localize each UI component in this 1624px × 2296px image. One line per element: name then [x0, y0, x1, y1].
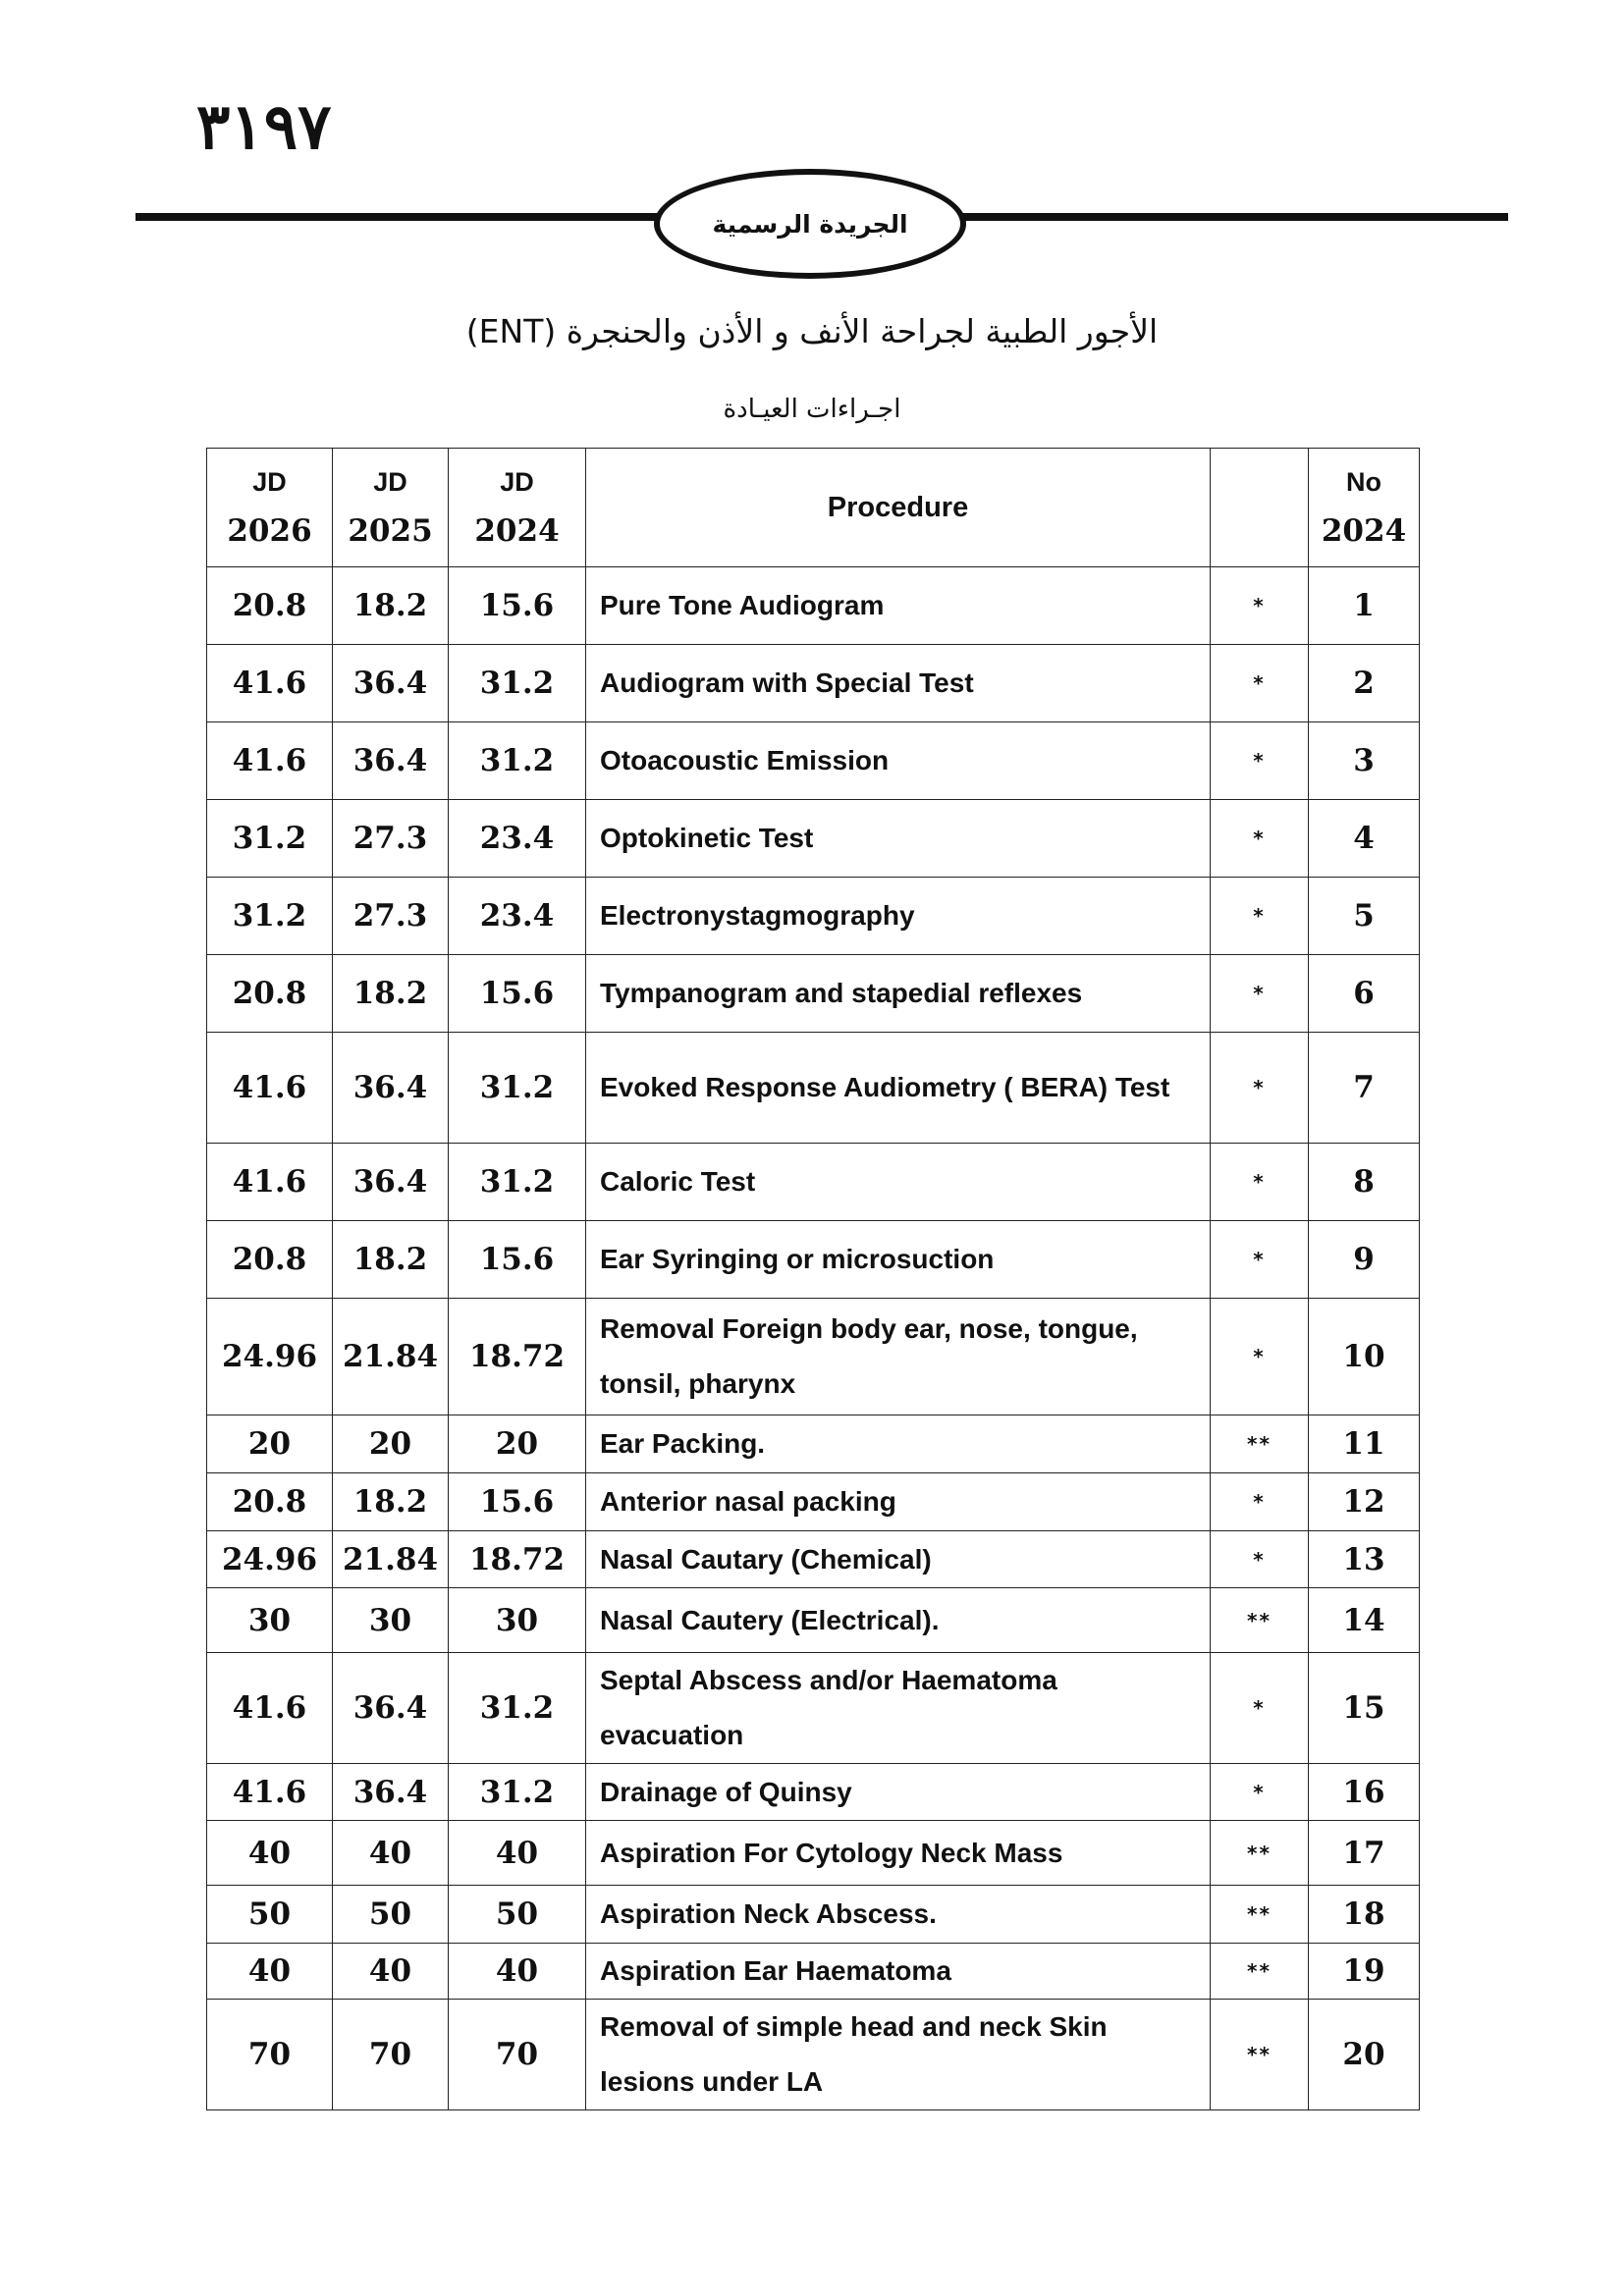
header-mark — [1211, 449, 1309, 567]
cell-no: 5 — [1309, 878, 1420, 955]
cell-no: 19 — [1309, 1944, 1420, 2000]
cell-procedure: Otoacoustic Emission — [586, 722, 1211, 800]
cell-no: 9 — [1309, 1221, 1420, 1299]
cell-no: 14 — [1309, 1588, 1420, 1653]
header-jd-2026 — [207, 449, 333, 567]
cell-no: 1 — [1309, 567, 1420, 645]
table-row — [207, 878, 1420, 955]
cell-jd-2024: 18.72 — [449, 1531, 586, 1588]
header-no — [1309, 449, 1420, 567]
cell-jd-2025: 50 — [333, 1886, 449, 1944]
cell-jd-2024: 15.6 — [449, 955, 586, 1033]
cell-no: 2 — [1309, 645, 1420, 722]
cell-mark: * — [1211, 1221, 1309, 1299]
cell-jd-2026: 40 — [207, 1821, 333, 1886]
table-row — [207, 1221, 1420, 1299]
cell-mark: ** — [1211, 2000, 1309, 2110]
cell-mark: * — [1211, 1144, 1309, 1221]
cell-jd-2024: 15.6 — [449, 1473, 586, 1531]
cell-mark: * — [1211, 1473, 1309, 1531]
cell-jd-2026: 41.6 — [207, 722, 333, 800]
cell-jd-2025: 36.4 — [333, 645, 449, 722]
cell-no: 16 — [1309, 1764, 1420, 1821]
cell-jd-2025: 30 — [333, 1588, 449, 1653]
gazette-name: الجريدة الرسمية — [712, 209, 908, 239]
table-body — [207, 567, 1420, 2110]
table-row — [207, 1473, 1420, 1531]
cell-mark: ** — [1211, 1944, 1309, 2000]
table-row — [207, 1299, 1420, 1415]
table-row — [207, 800, 1420, 878]
page-number: ٣١٩٧ — [196, 90, 332, 164]
cell-jd-2025: 21.84 — [333, 1299, 449, 1415]
cell-procedure: Aspiration Ear Haematoma — [586, 1944, 1211, 2000]
cell-jd-2024: 31.2 — [449, 1653, 586, 1764]
cell-jd-2024: 30 — [449, 1588, 586, 1653]
cell-jd-2026: 20 — [207, 1415, 333, 1473]
cell-jd-2024: 31.2 — [449, 1764, 586, 1821]
cell-no: 12 — [1309, 1473, 1420, 1531]
cell-mark: * — [1211, 1531, 1309, 1588]
header-year: 2026 — [227, 512, 312, 549]
cell-no: 10 — [1309, 1299, 1420, 1415]
cell-jd-2025: 36.4 — [333, 1653, 449, 1764]
cell-mark: * — [1211, 567, 1309, 645]
cell-jd-2026: 41.6 — [207, 1033, 333, 1144]
cell-jd-2025: 18.2 — [333, 955, 449, 1033]
header-jd-2024 — [449, 449, 586, 567]
cell-jd-2025: 36.4 — [333, 1033, 449, 1144]
cell-jd-2026: 41.6 — [207, 1764, 333, 1821]
cell-mark: * — [1211, 878, 1309, 955]
cell-jd-2026: 30 — [207, 1588, 333, 1653]
table-row — [207, 1415, 1420, 1473]
table-row — [207, 645, 1420, 722]
table-row — [207, 1653, 1420, 1764]
cell-procedure: Evoked Response Audiometry ( BERA) Test — [586, 1033, 1211, 1144]
cell-jd-2024: 31.2 — [449, 1144, 586, 1221]
cell-no: 20 — [1309, 2000, 1420, 2110]
cell-mark: * — [1211, 1299, 1309, 1415]
cell-mark: * — [1211, 645, 1309, 722]
cell-jd-2025: 18.2 — [333, 567, 449, 645]
cell-jd-2025: 18.2 — [333, 1473, 449, 1531]
cell-jd-2025: 27.3 — [333, 878, 449, 955]
cell-jd-2025: 40 — [333, 1944, 449, 2000]
header-no-label: No — [1346, 466, 1381, 497]
cell-jd-2026: 20.8 — [207, 955, 333, 1033]
cell-jd-2024: 50 — [449, 1886, 586, 1944]
cell-procedure: Septal Abscess and/or Haematoma evacuation — [586, 1653, 1211, 1764]
gazette-name-badge — [654, 169, 966, 279]
table-row — [207, 1144, 1420, 1221]
cell-jd-2024: 40 — [449, 1944, 586, 2000]
header-procedure-label: Procedure — [827, 491, 969, 523]
cell-jd-2024: 15.6 — [449, 567, 586, 645]
cell-jd-2024: 23.4 — [449, 800, 586, 878]
cell-jd-2024: 20 — [449, 1415, 586, 1473]
table-row — [207, 1033, 1420, 1144]
cell-jd-2026: 41.6 — [207, 645, 333, 722]
cell-mark: ** — [1211, 1821, 1309, 1886]
header-procedure — [586, 449, 1211, 567]
cell-jd-2026: 24.96 — [207, 1531, 333, 1588]
cell-jd-2026: 20.8 — [207, 1221, 333, 1299]
cell-jd-2026: 50 — [207, 1886, 333, 1944]
cell-procedure: Anterior nasal packing — [586, 1473, 1211, 1531]
cell-jd-2026: 70 — [207, 2000, 333, 2110]
cell-jd-2024: 15.6 — [449, 1221, 586, 1299]
cell-procedure: Nasal Cautery (Electrical). — [586, 1588, 1211, 1653]
cell-no: 18 — [1309, 1886, 1420, 1944]
cell-mark: ** — [1211, 1415, 1309, 1473]
cell-procedure: Aspiration For Cytology Neck Mass — [586, 1821, 1211, 1886]
cell-jd-2026: 20.8 — [207, 567, 333, 645]
cell-jd-2024: 23.4 — [449, 878, 586, 955]
cell-procedure: Electronystagmography — [586, 878, 1211, 955]
header-jd-label: JD — [500, 466, 534, 497]
cell-procedure: Caloric Test — [586, 1144, 1211, 1221]
table-row — [207, 955, 1420, 1033]
header-jd-label: JD — [252, 466, 287, 497]
cell-jd-2025: 18.2 — [333, 1221, 449, 1299]
cell-no: 13 — [1309, 1531, 1420, 1588]
cell-mark: * — [1211, 1764, 1309, 1821]
cell-procedure: Drainage of Quinsy — [586, 1764, 1211, 1821]
cell-no: 3 — [1309, 722, 1420, 800]
cell-jd-2024: 18.72 — [449, 1299, 586, 1415]
cell-jd-2024: 31.2 — [449, 722, 586, 800]
cell-jd-2024: 40 — [449, 1821, 586, 1886]
table-row — [207, 722, 1420, 800]
cell-jd-2024: 31.2 — [449, 1033, 586, 1144]
cell-jd-2025: 20 — [333, 1415, 449, 1473]
cell-mark: * — [1211, 1653, 1309, 1764]
cell-mark: * — [1211, 722, 1309, 800]
cell-jd-2026: 20.8 — [207, 1473, 333, 1531]
header-jd-2025 — [333, 449, 449, 567]
cell-no: 11 — [1309, 1415, 1420, 1473]
cell-procedure: Tympanogram and stapedial reflexes — [586, 955, 1211, 1033]
cell-no: 15 — [1309, 1653, 1420, 1764]
cell-no: 6 — [1309, 955, 1420, 1033]
table-row — [207, 1764, 1420, 1821]
cell-no: 8 — [1309, 1144, 1420, 1221]
cell-jd-2025: 27.3 — [333, 800, 449, 878]
fee-table — [206, 448, 1420, 2110]
cell-jd-2025: 40 — [333, 1821, 449, 1886]
table-row — [207, 1821, 1420, 1886]
table-row — [207, 567, 1420, 645]
cell-jd-2025: 70 — [333, 2000, 449, 2110]
cell-mark: * — [1211, 955, 1309, 1033]
cell-jd-2026: 31.2 — [207, 800, 333, 878]
header-year: 2024 — [474, 512, 560, 549]
cell-jd-2026: 40 — [207, 1944, 333, 2000]
cell-jd-2026: 31.2 — [207, 878, 333, 955]
cell-no: 7 — [1309, 1033, 1420, 1144]
cell-no: 17 — [1309, 1821, 1420, 1886]
cell-procedure: Audiogram with Special Test — [586, 645, 1211, 722]
cell-no: 4 — [1309, 800, 1420, 878]
header-year: 2025 — [348, 512, 433, 549]
cell-mark: ** — [1211, 1588, 1309, 1653]
cell-mark: ** — [1211, 1886, 1309, 1944]
table-row — [207, 2000, 1420, 2110]
cell-procedure: Aspiration Neck Abscess. — [586, 1886, 1211, 1944]
cell-jd-2026: 41.6 — [207, 1144, 333, 1221]
cell-procedure: Nasal Cautary (Chemical) — [586, 1531, 1211, 1588]
table-row — [207, 1886, 1420, 1944]
cell-jd-2025: 36.4 — [333, 722, 449, 800]
cell-jd-2024: 31.2 — [449, 645, 586, 722]
header-no-year: 2024 — [1321, 512, 1407, 549]
cell-mark: * — [1211, 800, 1309, 878]
cell-jd-2026: 41.6 — [207, 1653, 333, 1764]
cell-jd-2024: 70 — [449, 2000, 586, 2110]
cell-jd-2026: 24.96 — [207, 1299, 333, 1415]
cell-jd-2025: 21.84 — [333, 1531, 449, 1588]
cell-jd-2025: 36.4 — [333, 1764, 449, 1821]
cell-procedure: Optokinetic Test — [586, 800, 1211, 878]
cell-procedure: Removal of simple head and neck Skin lesions under LA — [586, 2000, 1211, 2110]
table-header — [207, 449, 1420, 567]
cell-mark: * — [1211, 1033, 1309, 1144]
table-row — [207, 1531, 1420, 1588]
document-title: الأجور الطبية لجراحة الأنف و الأذن والحنجرة (ENT) — [465, 312, 1159, 350]
cell-procedure: Removal Foreign body ear, nose, tongue, tonsil, pharynx — [586, 1299, 1211, 1415]
cell-procedure: Ear Syringing or microsuction — [586, 1221, 1211, 1299]
cell-jd-2025: 36.4 — [333, 1144, 449, 1221]
cell-procedure: Ear Packing. — [586, 1415, 1211, 1473]
cell-procedure: Pure Tone Audiogram — [586, 567, 1211, 645]
document-subtitle: اجـراءات العيـادة — [723, 395, 901, 424]
header-jd-label: JD — [373, 466, 407, 497]
table-row — [207, 1944, 1420, 2000]
table-row — [207, 1588, 1420, 1653]
